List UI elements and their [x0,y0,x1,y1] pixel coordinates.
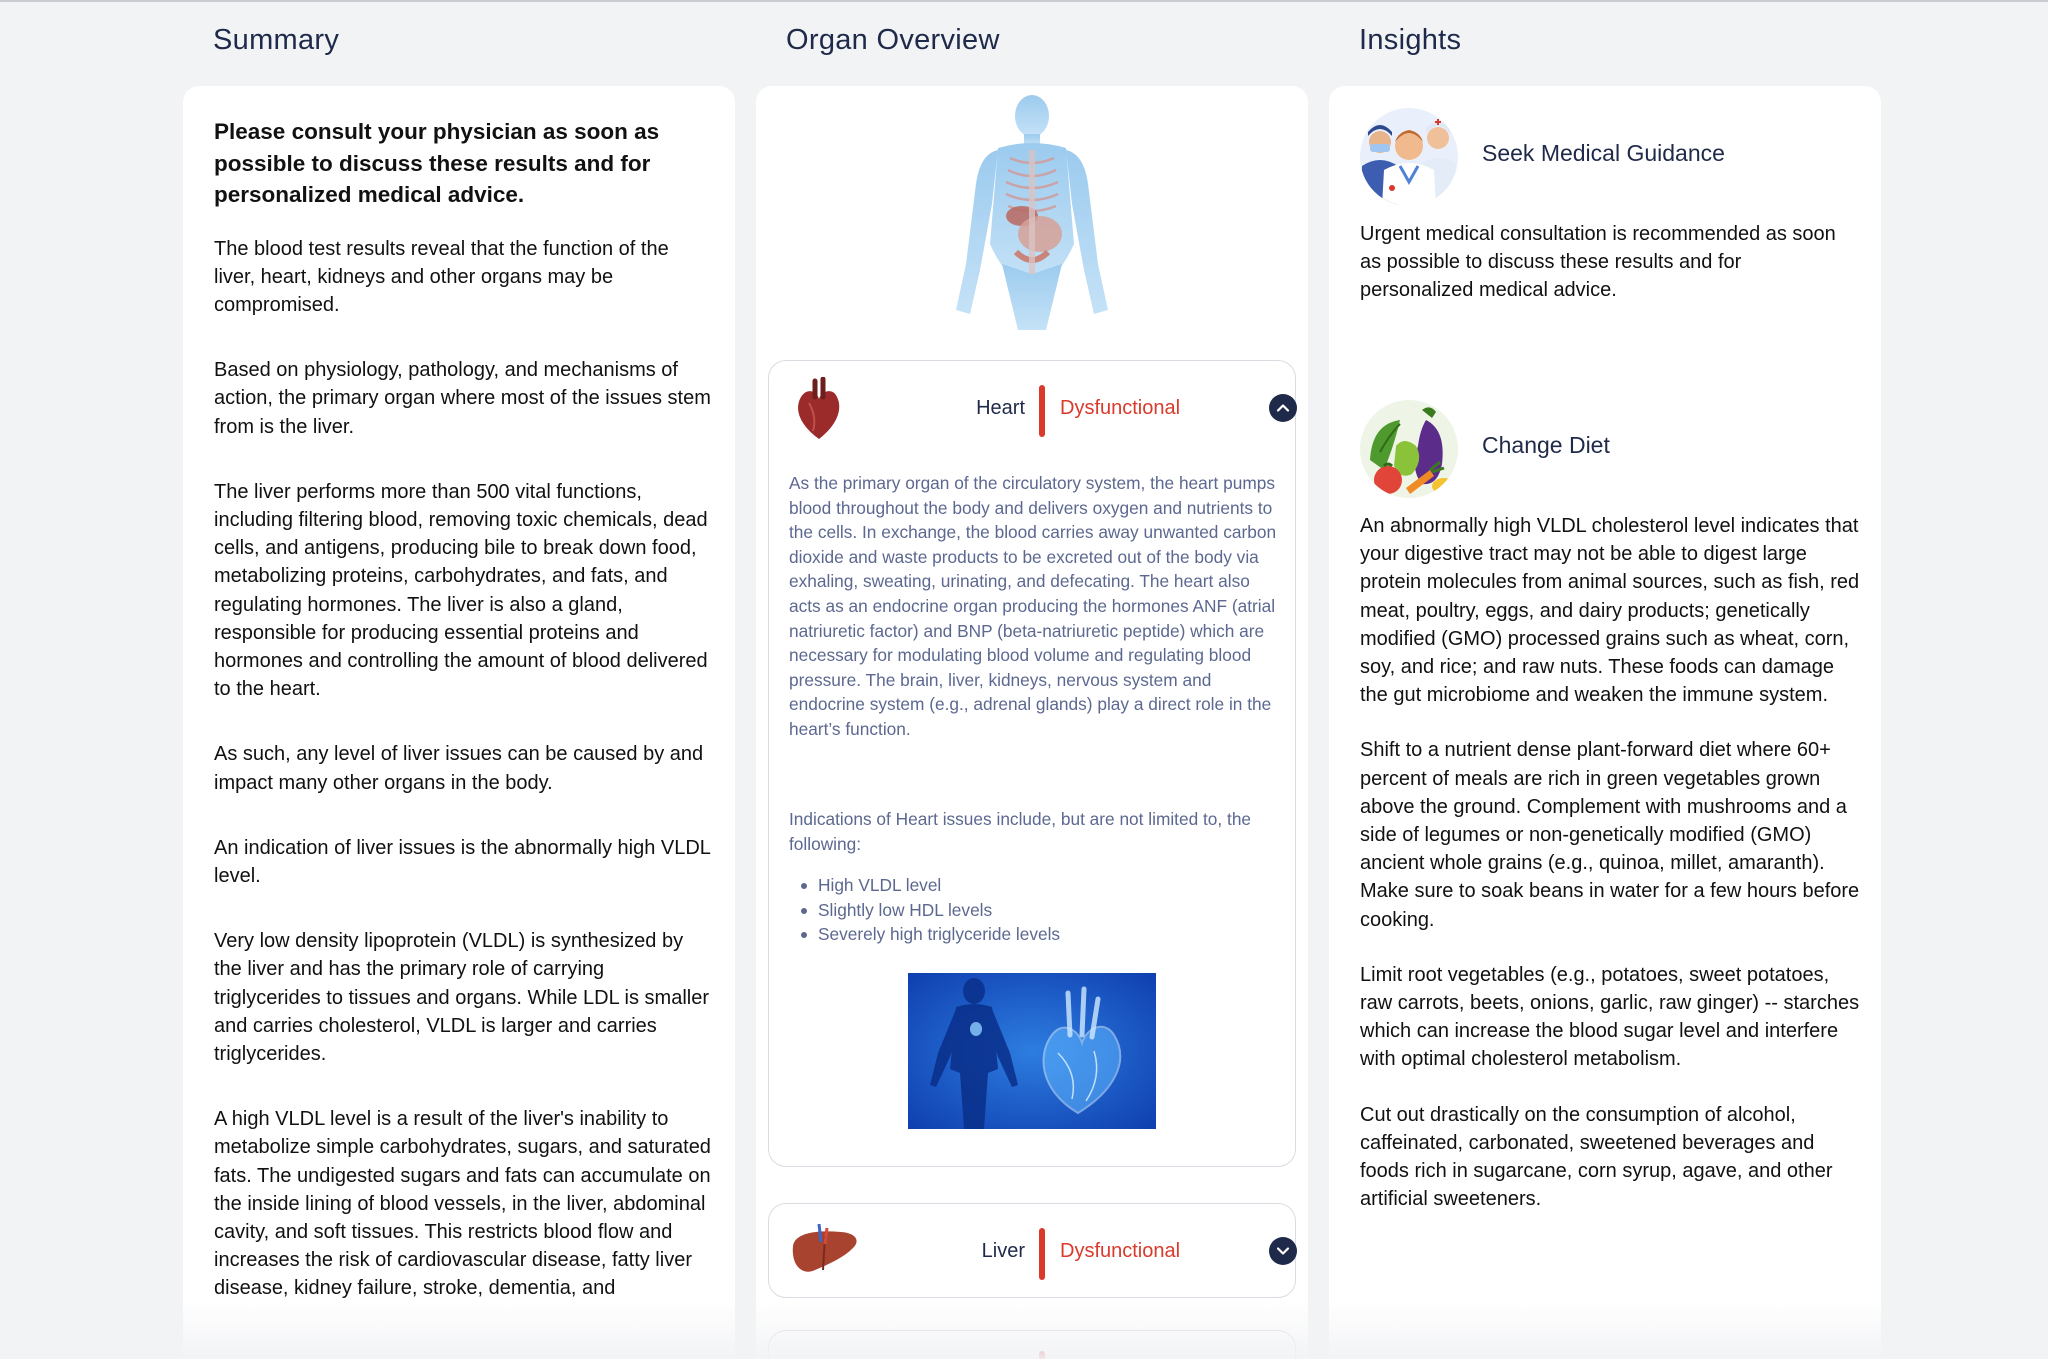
summary-paragraph: Very low density lipoprotein (VLDL) is synthesized by the liver and has the primary role of carrying triglycerides to tissues and organs. While LDL is smaller and carries cholesterol, VLDL is larger and carries triglycerides. [214,930,710,1065]
insight-text-medical-guidance [1360,220,1860,332]
liver-organ-name: Liver [981,1240,1025,1262]
status-indicator-bar [1039,385,1045,437]
expand-liver-button[interactable] [1269,1237,1297,1265]
vegetables-icon [1360,400,1458,498]
insight-paragraph: Cut out drastically on the consumption of alcohol, caffeinated, carbonated, sweetened beverages and foods rich in sugarcane, corn syrup, agave, and other artificial sweeteners. [1360,1103,1833,1211]
insight-paragraph: Shift to a nutrient dense plant-forward diet where 60+ percent of meals are rich in green vegetables grown above the ground. Complement with mushrooms and a side of legumes or non-genetically modified (GMO) ancient whole grains (e.g., quinoa, millet, amaranth). Make sure to soak beans in water for a few hours before cooking. [1360,739,1860,931]
heart-xray-image [908,973,1156,1129]
list-item: High VLDL level [817,873,1060,898]
heart-panel [768,360,1296,1167]
summary-heading: Summary [213,24,340,56]
insights-heading: Insights [1359,24,1462,56]
medical-team-icon [1360,108,1458,206]
insight-title-medical-guidance: Seek Medical Guidance [1482,140,1725,166]
summary-paragraph: As such, any level of liver issues can be caused by and impact many other organs in the body. [214,743,704,794]
insight-title-change-diet: Change Diet [1482,432,1610,458]
insight-text-change-diet [1360,512,1860,1240]
summary-lead: Please consult your physician as soon as possible to discuss these results and for personalized medical advice. [214,119,660,207]
liver-panel[interactable] [768,1203,1296,1298]
organ-overview-card [756,86,1308,1359]
heart-organ-name: Heart [976,397,1025,419]
top-divider [0,0,2048,2]
summary-paragraph: The liver performs more than 500 vital functions, including filtering blood, removing toxic chemicals, dead cells, and antigens, producing bile to break down food, metabolizing proteins, carbohydrates, and fats, and regulating hormones. The liver is also a gland, responsible for producing essential proteins and hormones and controlling the amount of blood delivered to the heart. [214,480,708,701]
summary-card [183,86,735,1359]
summary-paragraph: The blood test results reveal that the function of the liver, heart, kidneys and other organs may be compromised. [214,237,669,316]
insight-paragraph: An abnormally high VLDL cholesterol level indicates that your digestive tract may not be able to digest large protein molecules from animal sources, such as fish, red meat, poultry, eggs, and dairy products; genetically modified (GMO) processed grains such as wheat, corn, soy, and rice; and raw nuts. These foods can damage the gut microbiome and weaken the immune system. [1360,515,1860,707]
organ-overview-heading: Organ Overview [786,24,1000,56]
liver-status: Dysfunctional [1060,1240,1181,1262]
summary-paragraph: Based on physiology, pathology, and mechanisms of action, the primary organ where most of the issues stem from is the liver. [214,359,711,438]
heart-organ-icon [789,377,849,445]
bottom-fade-overlay [0,1300,2048,1359]
heart-panel-header[interactable] [769,361,1295,455]
collapse-heart-button[interactable] [1269,394,1297,422]
list-item: Severely high triglyceride levels [817,922,1060,947]
insights-card [1329,86,1881,1359]
summary-paragraph: A high VLDL level is a result of the liver's inability to metabolize simple carbohydrates, sugars, and saturated fats. The undigested sugars and fats can accumulate on the inside lining of blood vessels, in the liver, abdominal cavity, and soft tissues. This restricts blood flow and increases the risk of cardiovascular disease, fatty liver disease, kidney failure, stroke, dementia, and [214,1108,711,1300]
chevron-up-icon [1275,400,1291,416]
status-indicator-bar [1039,1228,1045,1280]
list-item: Slightly low HDL levels [817,898,1060,923]
chevron-down-icon [1275,1243,1291,1259]
insight-paragraph: Limit root vegetables (e.g., potatoes, sweet potatoes, raw carrots, beets, onions, garlic, raw ginger) -- starches which can increase the blood sugar level and interfere with optimal cholesterol metabolism. [1360,963,1860,1071]
summary-content [214,116,714,1340]
liver-organ-icon [789,1224,861,1280]
summary-paragraph: An indication of liver issues is the abnormally high VLDL level. [214,836,711,887]
heart-description: As the primary organ of the circulatory system, the heart pumps blood throughout the body and delivers oxygen and nutrients to the cells. In exchange, the blood carries away unwanted carbon dioxide and waste products to be excreted out of the body via exhaling, sweating, urinating, and defecating. The heart also acts as an endocrine organ producing the hormones ANF (atrial natriuretic factor) and BNP (beta-natriuretic peptide) which are necessary for modulating blood volume and regulating blood pressure. The brain, liver, kidneys, nervous system and endocrine system (e.g., adrenal glands) play a direct role in the heart’s function. [789,473,1277,739]
heart-indications-list [817,873,1060,947]
heart-indications-intro: Indications of Heart issues include, but are not limited to, the following: [789,809,1252,854]
heart-status: Dysfunctional [1060,397,1181,419]
insight-paragraph: Urgent medical consultation is recommended as soon as possible to discuss these results and for personalized medical advice. [1360,223,1836,302]
liver-panel-header[interactable] [769,1204,1295,1298]
human-body-illustration [936,94,1128,330]
